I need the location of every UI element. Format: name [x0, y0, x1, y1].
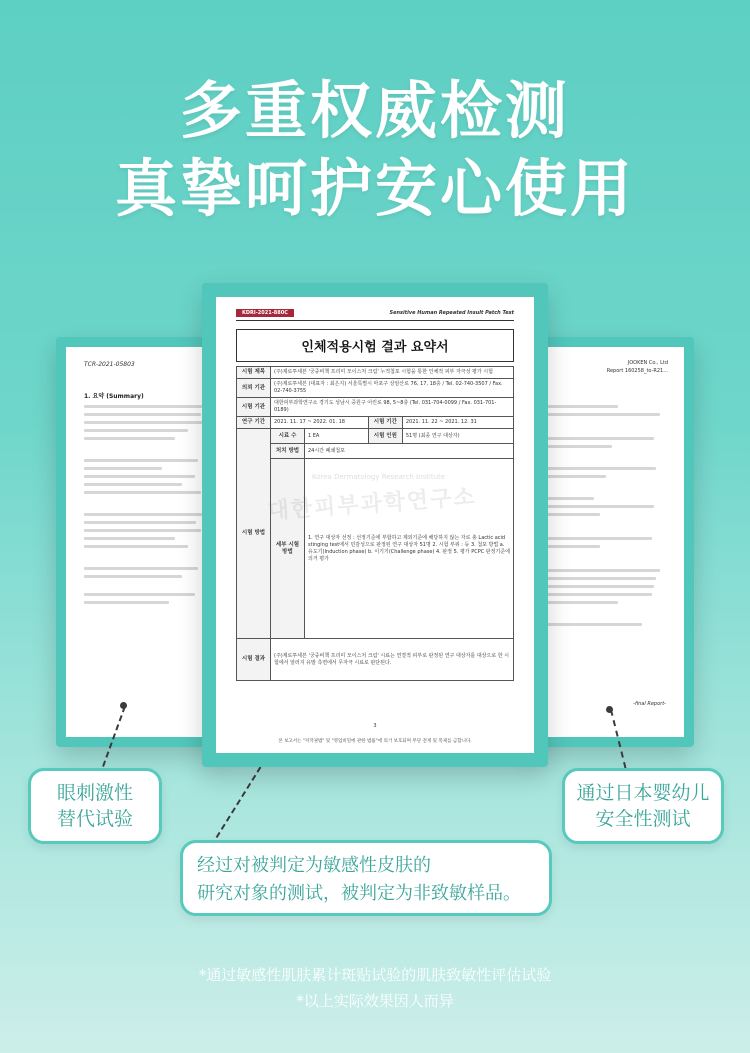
doc-footer: 본 보고서는 "저작권법" 및 "영업비밀에 관한 법률"에 의거 보호되며 무단 전재 및 복제를 금합니다.: [278, 739, 472, 744]
right-document-header-2: Report 160258_to-R21...: [606, 368, 668, 374]
callout-center-line-2: 研究对象的测试，被判定为非致敏样品。: [197, 883, 521, 904]
table-row: [237, 379, 514, 398]
table-row: [237, 639, 514, 681]
sample-value: 1 EA: [305, 429, 369, 444]
doc-title: 인체적용시험 결과 요약서: [236, 329, 514, 362]
footnote-2: *以上实际效果因人而异: [296, 992, 454, 1010]
doc-page-number: 3: [373, 723, 377, 729]
callout-right-line-2: 安全性测试: [595, 808, 691, 830]
callout-infant-safety: [562, 768, 724, 844]
footnote-1: *通过敏感性肌肤累计斑贴试验的肌肤致敏性评估试验: [198, 966, 552, 984]
row-value: (주)제로투세븐 (대표자 : 최은지) 서울특별시 마포구 상암산로 76, 17, 18층 / Tel. 02-740-3507 / Fax. 02-740-3755: [271, 379, 514, 398]
watermark-subtitle: Korea Dermatology Research Institute: [312, 473, 446, 481]
table-row: [237, 417, 514, 429]
center-document: [202, 283, 548, 767]
left-document-code: TCR-2021-05803: [84, 361, 135, 368]
callout-center-line-1: 经过对被判定为敏感性皮肤的: [197, 855, 431, 876]
callout-left-line-1: 眼刺激性: [56, 782, 133, 804]
headline-line-2: 真挚呵护安心使用: [114, 152, 635, 225]
headline-line-1: 多重权威检测: [179, 74, 570, 147]
left-document: [56, 337, 226, 747]
callout-left-line-2: 替代试验: [56, 808, 133, 830]
connector-right-dot: [606, 706, 613, 713]
result-key: 시험 결과: [237, 639, 271, 681]
callout-sensitive-skin: [180, 840, 552, 916]
left-document-text: [84, 405, 214, 609]
right-document-paper: [524, 347, 684, 737]
row-value: (주)제로투세븐 '궁중비책 프리미 모이스처 크림' 누적첩포 시험을 통한 인체적 피부 자극성 평가 시험: [271, 367, 514, 379]
center-document-paper: [216, 297, 534, 753]
watermark: 대한피부과학연구소: [266, 484, 478, 525]
callout-right-line-1: 通过日本婴幼儿: [576, 782, 710, 804]
right-document-text: [546, 405, 666, 631]
table-row: [237, 429, 514, 444]
apply-key: 처치 방법: [271, 444, 305, 459]
period-key: 연구 기간: [237, 417, 271, 429]
subjects-value: 51명 (최종 연구 대상자): [402, 429, 513, 444]
right-document-footer: -final Report-: [633, 701, 666, 707]
apply-value: 24시간 폐쇄첩포: [305, 444, 514, 459]
right-document-header-1: JOOKEN Co., Ltd: [627, 360, 668, 366]
row-key: 의뢰 기관: [237, 379, 271, 398]
row-key: 시험 제목: [237, 367, 271, 379]
callout-eye-irritation: [28, 768, 162, 844]
period-value: 2021. 11. 17 ~ 2022. 01. 18: [271, 417, 369, 429]
table-row: [237, 444, 514, 459]
table-row: [237, 398, 514, 417]
detail-key: 세부 시험 방법: [271, 459, 305, 639]
right-document: [524, 337, 694, 747]
doc-code-badge: KDRI-2021-880C: [236, 309, 294, 317]
row-key: 시험 기관: [237, 398, 271, 417]
right-document-header: [607, 359, 668, 375]
headline: [0, 72, 750, 228]
connector-left-dot: [120, 702, 127, 709]
result-value: (주)제로투세븐 '궁중비책 프리미 모이스처 크림' 시료는 연결적 피부로 판정된 연구 대상자를 대상으로 한 시험에서 알러지 유발 측면에서 무자극 시료로 판단된다.: [271, 639, 514, 681]
subjects-key: 시험 인원: [368, 429, 402, 444]
test-period-key: 시험 기간: [368, 417, 402, 429]
test-period-value: 2021. 11. 22 ~ 2021. 12. 31: [402, 417, 513, 429]
table-row: [237, 367, 514, 379]
method-key: 시험 방법: [237, 429, 271, 639]
doc-header: [236, 309, 514, 321]
row-value: 대한피부과학연구소 경기도 성남시 중원구 어린로 98, 5~8층 (Tel. 031-704-0099 / Fax. 031-701-0189): [271, 398, 514, 417]
left-document-section: 1. 요약 (Summary): [84, 393, 144, 400]
doc-kind: Sensitive Human Repeated Insult Patch Test: [389, 310, 514, 316]
detail-value: 1. 연구 대상자 선정 : 선정기준에 부합하고 제외기준에 해당하지 않는 자로 총 Lactic acid stinging test에서 민감성으로 판정된 연구 대상자 51명 2. 시험 부위 : 등 3. 첩포 방법 a. 유도기(Induction phase) b. 이기기(Challenge phase) 4. 판정 5. 평가 PCPC 판정기준에 의거 평가: [305, 459, 514, 639]
sample-key: 시료 수: [271, 429, 305, 444]
